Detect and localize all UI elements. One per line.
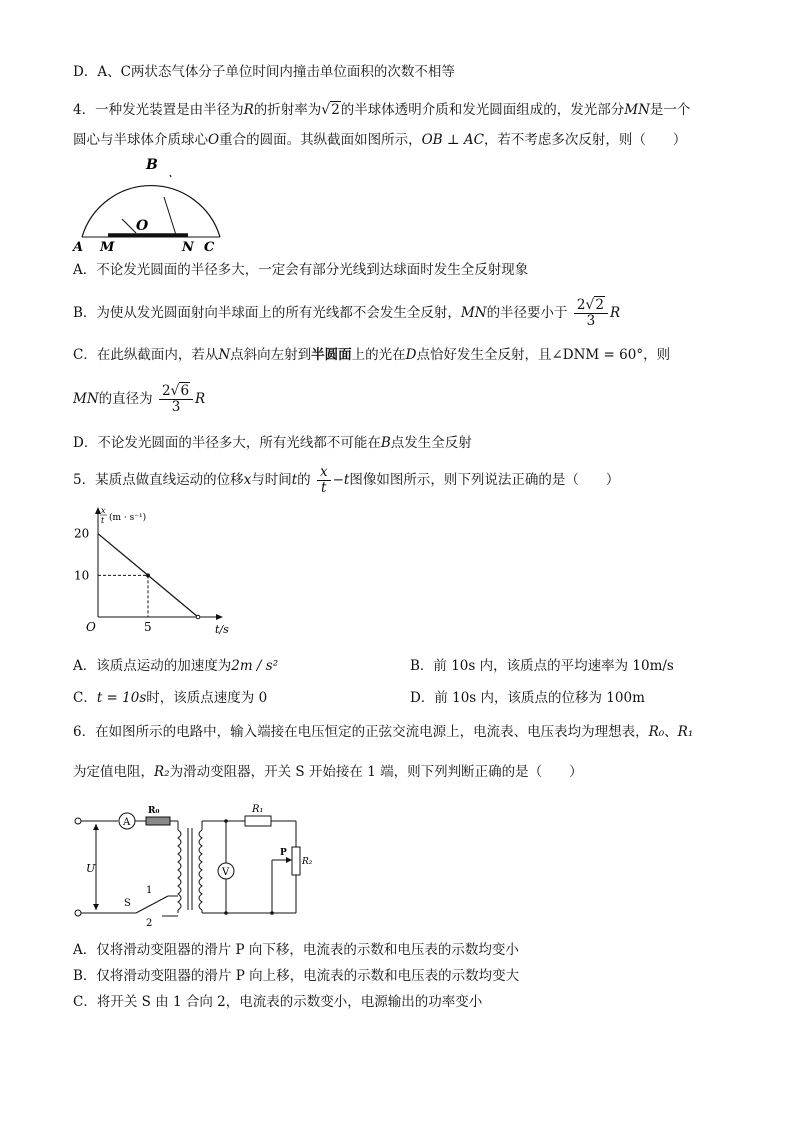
q4-hemisphere-figure — [70, 155, 240, 255]
svg-text:R₂: R₂ — [302, 857, 313, 867]
q3-option-d: D．A、C两状态气体分子单位时间内撞击单位面积的次数不相等 — [73, 64, 455, 80]
secondary-coil — [199, 830, 202, 910]
q4-option-a: A．不论发光圆面的半径多大，一定会有部分光线到达球面时发生全反射现象 — [73, 262, 529, 278]
y-tick-label: 20 — [74, 526, 90, 541]
label-o: O — [136, 218, 149, 234]
svg-text:1: 1 — [146, 885, 153, 896]
q6-option-b: B．仅将滑动变阻器的滑片 P 向上移，电流表的示数和电压表的示数均变大 — [73, 968, 520, 984]
svg-text:S: S — [124, 898, 131, 909]
q5-option-c: C．t = 10s时，该质点速度为 0 — [73, 690, 268, 706]
q6-circuit-figure — [70, 800, 313, 930]
fraction-2sqrt6-over-3: $\frac{2√6}{3}$ — [159, 384, 193, 415]
label-n: N — [182, 240, 194, 255]
y-axis-label-denominator: t — [101, 516, 105, 525]
ray-line — [164, 197, 176, 235]
q4-option-b: B．为使从发光圆面射向半球面上的所有光线都不会发生全反射，MN的半径要小于 $\frac{2√2}{3}$ R — [73, 297, 621, 329]
r1-resistor — [245, 816, 271, 826]
y-tick-label: 10 — [74, 568, 90, 583]
r0-resistor — [146, 817, 170, 825]
r2-rheostat — [292, 847, 300, 875]
svg-text:V: V — [222, 867, 230, 878]
q6-option-a: A．仅将滑动变阻器的滑片 P 向下移，电流表的示数和电压表的示数均变小 — [73, 942, 519, 958]
endpoint-circle — [196, 615, 200, 619]
label-a: A — [73, 240, 84, 255]
q4-option-c-line1: C．在此纵截面内，若从N点斜向左射到半圆面上的光在D点恰好发生全反射，且∠DNM = 60°，则 — [73, 347, 671, 363]
fraction-2sqrt2-over-3: $\frac{2√2}{3}$ — [574, 298, 608, 329]
origin-label: O — [86, 620, 96, 634]
switch-s — [136, 896, 168, 913]
primary-coil — [178, 830, 181, 910]
q5-xt-t-chart — [70, 505, 230, 635]
svg-text:R₀: R₀ — [148, 806, 160, 816]
svg-text:R₁: R₁ — [252, 804, 264, 815]
label-b: B — [146, 157, 158, 173]
x-tick-label: 5 — [144, 620, 152, 634]
label-c: C — [204, 240, 215, 255]
q6-stem-line1: 6．在如图所示的电路中，输入端接在电压恒定的正弦交流电源上，电流表、电压表均为理想表，R₀、R₁ — [73, 724, 694, 740]
q4-stem-line2: 圆心与半球体介质球心O重合的圆面。其纵截面如图所示，OB ⊥ AC，若不考虑多次反射，则（ ） — [73, 132, 687, 148]
q6-stem-line2: 为定值电阻，R₂为滑动变阻器，开关 S 开始接在 1 端，则下列判断正确的是（ ） — [73, 764, 583, 780]
q5-stem: 5．某质点做直线运动的位移x与时间t的 $\frac{x}{t}$ −t图像如图所示，则下列说法正确的是（ ） — [73, 464, 620, 496]
q4-option-c-line2: MN的直径为 $\frac{2√6}{3}$ R — [73, 383, 206, 415]
svg-text:A: A — [123, 817, 131, 828]
y-axis-label-numerator: x — [101, 506, 106, 515]
q4-option-d: D．不论发光圆面的半径多大，所有光线都不可能在B点发生全反射 — [73, 435, 472, 451]
q5-option-a: A．该质点运动的加速度为2m / s² — [73, 658, 279, 674]
u-label: U — [86, 862, 96, 875]
x-axis-arrow — [216, 614, 223, 620]
q5-option-d: D．前 10s 内，该质点的位移为 100m — [410, 690, 645, 706]
x-axis-label: t/s — [215, 623, 229, 636]
q4-stem-line1: 4．一种发光装置是由半径为R的折射率为√2的半球体透明介质和发光圆面组成的，发光部分MN是一个 — [73, 102, 691, 118]
svg-text:P: P — [280, 848, 287, 858]
q5-option-b: B．前 10s 内，该质点的平均速率为 10m/s — [410, 658, 674, 674]
svg-text:2: 2 — [146, 918, 153, 929]
fraction-x-over-t: $\frac{x}{t}$ — [317, 465, 331, 496]
y-axis-unit: (m · s⁻¹) — [109, 513, 147, 523]
data-point — [146, 573, 150, 577]
label-m: M — [100, 240, 115, 255]
q6-option-c: C．将开关 S 由 1 合向 2，电流表的示数变小，电源输出的功率变小 — [73, 994, 483, 1010]
